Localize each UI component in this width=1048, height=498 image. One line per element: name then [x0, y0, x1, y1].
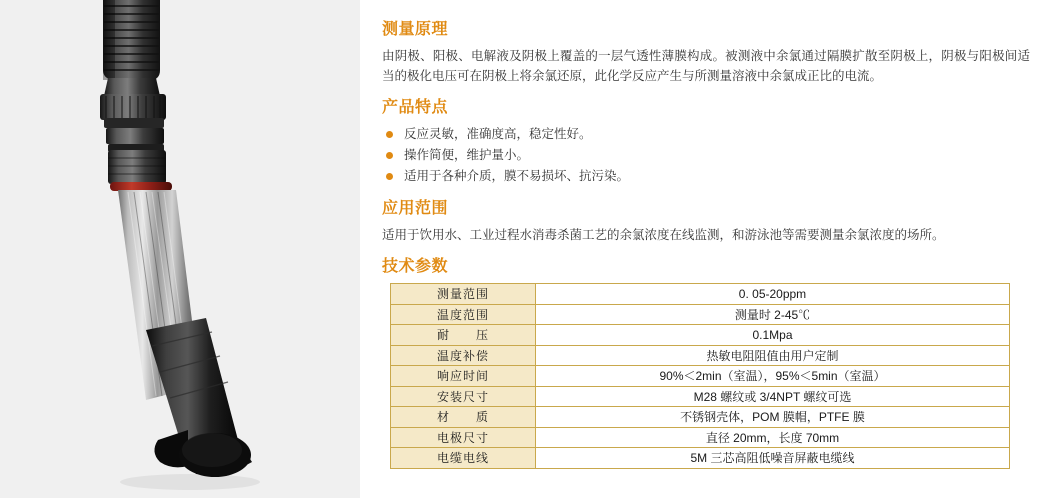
- spec-value: 测量时 2-45℃: [536, 304, 1010, 325]
- section-title-principle: 测量原理: [382, 21, 449, 38]
- datasheet-content: [360, 0, 1048, 498]
- residual-chlorine-sensor-probe-image: [0, 0, 360, 498]
- list-item: [382, 124, 1030, 145]
- table-row: [391, 427, 1010, 448]
- spec-value: 90%＜2min（室温），95%＜5min（室温）: [536, 366, 1010, 387]
- table-row: [391, 284, 1010, 305]
- spec-label: 响应时间: [391, 366, 536, 387]
- table-row: [391, 407, 1010, 428]
- spec-label: 电极尺寸: [391, 427, 536, 448]
- table-row: [391, 304, 1010, 325]
- feature-text: 反应灵敏，准确度高，稳定性好。: [404, 127, 592, 141]
- spec-value: 不锈钢壳体，POM 膜帽，PTFE 膜: [536, 407, 1010, 428]
- spec-label: 材 质: [391, 407, 536, 428]
- table-row: [391, 386, 1010, 407]
- spec-table-wrap: [382, 283, 1030, 469]
- spec-label: 测量范围: [391, 284, 536, 305]
- spec-label: 温度范围: [391, 304, 536, 325]
- table-row: [391, 448, 1010, 469]
- bullet-icon: [386, 173, 393, 180]
- spec-label: 温度补偿: [391, 345, 536, 366]
- spec-label: 电缆电线: [391, 448, 536, 469]
- bullet-icon: [386, 131, 393, 138]
- feature-text: 适用于各种介质，膜不易损坏、抗污染。: [404, 169, 630, 183]
- spec-value: 5M 三芯高阻低噪音屏蔽电缆线: [536, 448, 1010, 469]
- spec-value: 热敏电阻阻值由用户定制: [536, 345, 1010, 366]
- feature-text: 操作简便，维护量小。: [404, 148, 530, 162]
- cable-gland: [100, 78, 166, 152]
- technical-parameters-table: [390, 283, 1010, 469]
- product-image-panel: [0, 0, 360, 498]
- spec-label: 耐 压: [391, 325, 536, 346]
- probe-head: [108, 150, 172, 191]
- section-title-application: 应用范围: [382, 200, 449, 217]
- features-list: [382, 124, 1030, 187]
- principle-text: 由阴极、阳极、电解液及阴极上覆盖的一层气透性薄膜构成。被测液中余氯通过隔膜扩散至阴极上，阴极与阳极间适当的极化电压可在阴极上将余氯还原，此化学反应产生与所测量溶液中余氯成正比的电流。: [382, 49, 1030, 83]
- spec-value: 0.1Mpa: [536, 325, 1010, 346]
- section-title-features: 产品特点: [382, 99, 449, 116]
- list-item: [382, 145, 1030, 166]
- table-row: [391, 325, 1010, 346]
- table-row: [391, 345, 1010, 366]
- cable: [103, 0, 160, 80]
- spec-label: 安装尺寸: [391, 386, 536, 407]
- o-ring: [110, 182, 172, 191]
- spec-value: M28 螺纹或 3/4NPT 螺纹可选: [536, 386, 1010, 407]
- table-row: [391, 366, 1010, 387]
- section-title-specs: 技术参数: [382, 258, 449, 275]
- bullet-icon: [386, 152, 393, 159]
- spec-value: 直径 20mm，长度 70mm: [536, 427, 1010, 448]
- spec-value: 0. 05-20ppm: [536, 284, 1010, 305]
- application-text: 适用于饮用水、工业过程水消毒杀菌工艺的余氯浓度在线监测，和游泳池等需要测量余氯浓度的场所。: [382, 228, 945, 242]
- list-item: [382, 166, 1030, 187]
